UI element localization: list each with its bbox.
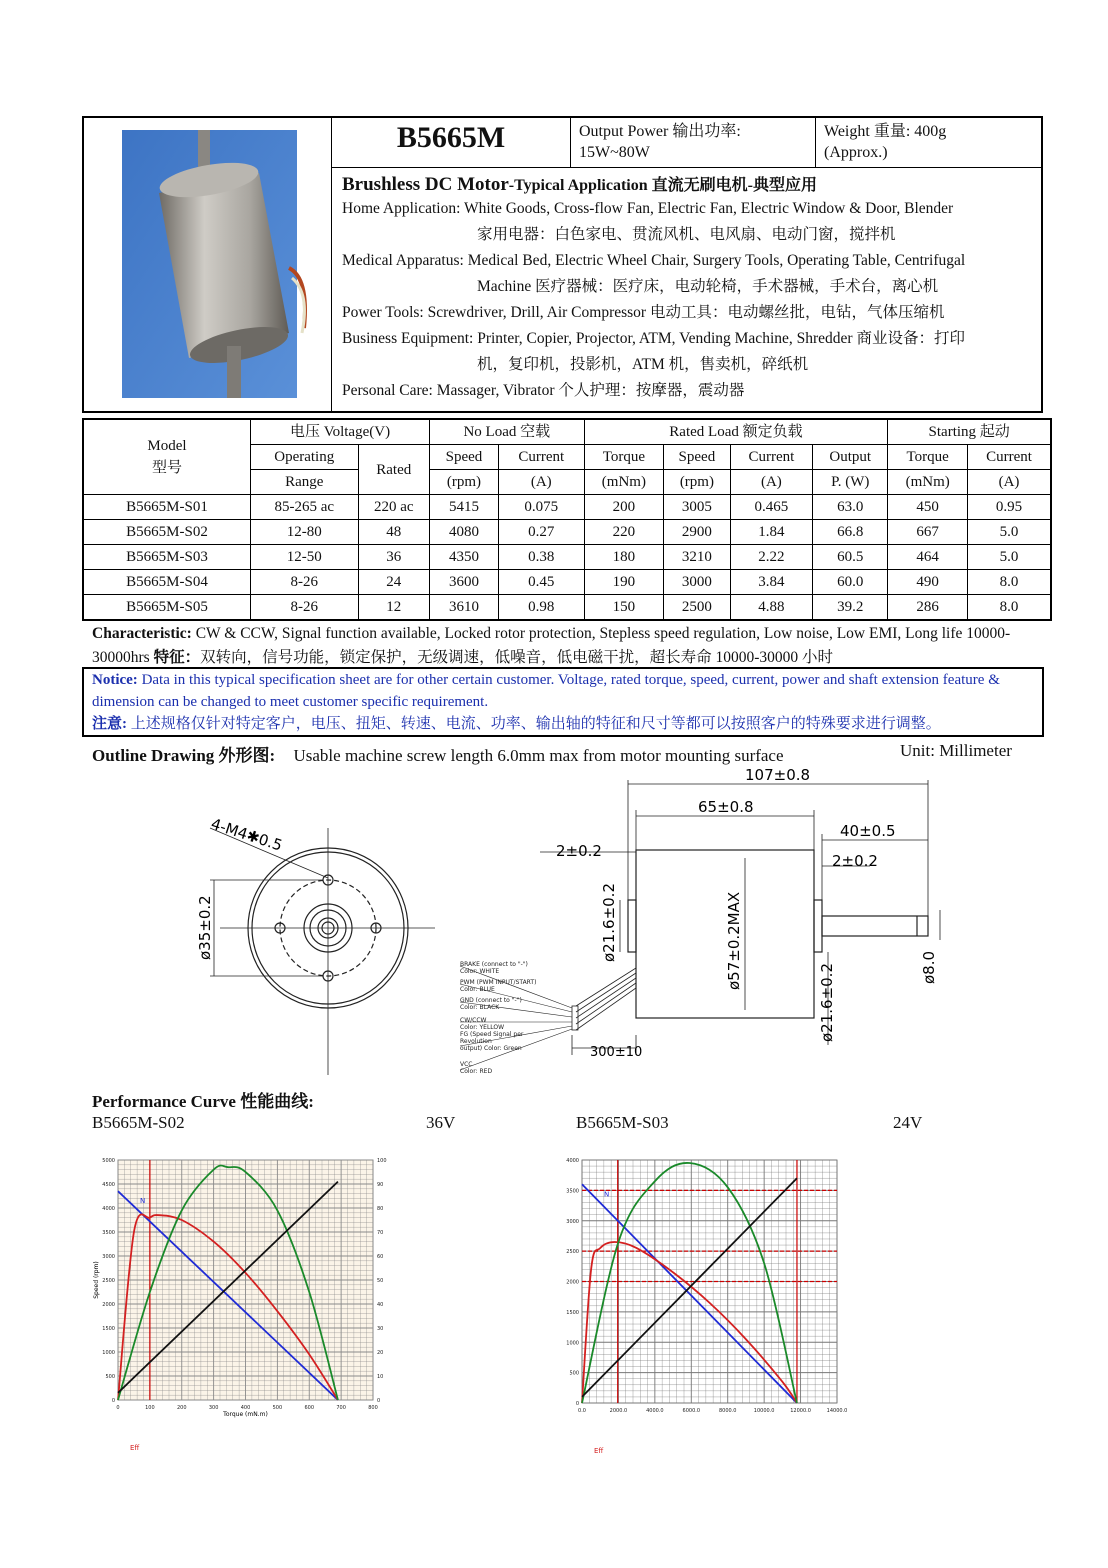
table-cell: 190 [584, 570, 664, 595]
dim-length-107: 107±0.8 [745, 766, 811, 784]
table-cell: 200 [584, 495, 664, 520]
dim-screw-holes: 4-M4✱0.5 [208, 814, 285, 855]
th-rated-voltage: Rated [358, 445, 430, 495]
spec-body [83, 495, 1051, 621]
dim-step-2a: 2±0.2 [556, 842, 602, 860]
personal-care: Personal Care: Massager, Vibrator 个人护理：按摩器，震动器 [342, 381, 745, 399]
table-cell: 450 [888, 495, 968, 520]
table-cell: 12-50 [251, 545, 359, 570]
output-power-cell [571, 117, 816, 167]
wire-label: FG (Speed Signal per [460, 1031, 524, 1038]
weight-label: Weight 重量: 400g [824, 123, 947, 140]
table-cell: 3210 [664, 545, 730, 570]
x-tick-label: 6000.0 [682, 1408, 701, 1414]
table-cell: 8.0 [967, 570, 1051, 595]
output-power-value: 15W~80W [579, 144, 650, 161]
dim-d8: ø8.0 [920, 950, 938, 984]
wire-label: Color: BLUE [460, 986, 495, 993]
x-tick-label: 600 [304, 1405, 315, 1411]
x-tick-label: 8000.0 [718, 1408, 737, 1414]
wire-label: Color: YELLOW [460, 1024, 505, 1031]
x-tick-label: 400 [240, 1405, 251, 1411]
y2-tick-label: 0 [377, 1398, 381, 1404]
wire-label: PWM (PWM INPUT/START) [460, 979, 537, 986]
x-tick-label: 14000.0 [826, 1408, 848, 1414]
chart1-voltage: 36V [426, 1113, 456, 1132]
x-tick-label: 800 [368, 1405, 378, 1411]
y-tick-label: 2500 [566, 1249, 579, 1256]
table-cell: 0.27 [498, 520, 584, 545]
th-sub-9-a: Current [967, 445, 1051, 470]
performance-chart-s02 [88, 1150, 458, 1452]
th-sub-5-b: (rpm) [664, 470, 730, 495]
table-cell: 490 [888, 570, 968, 595]
table-cell: 5415 [430, 495, 499, 520]
y2-tick-label: 90 [377, 1182, 384, 1188]
y-tick-label: 3500 [566, 1188, 579, 1195]
table-cell: 4350 [430, 545, 499, 570]
y2-tick-label: 50 [377, 1278, 384, 1284]
y2-tick-label: 100 [377, 1158, 387, 1164]
table-cell: 220 [584, 520, 664, 545]
y-tick-label: 3500 [102, 1230, 115, 1236]
table-row [83, 495, 1051, 520]
y2-tick-label: 70 [377, 1230, 384, 1236]
th-sub-4-a: Torque [584, 445, 664, 470]
table-cell: 0.98 [498, 595, 584, 621]
medical-apparatus-cn: Machine 医疗器械：医疗床，电动轮椅，手术器械，手术台，离心机 [477, 277, 939, 295]
th-sub-3-a: Current [498, 445, 584, 470]
y-tick-label: 1000 [566, 1340, 579, 1347]
applications-cell [332, 167, 1043, 412]
y-tick-label: 5000 [102, 1158, 115, 1164]
table-cell: 4080 [430, 520, 499, 545]
y-tick-label: 1500 [102, 1326, 115, 1332]
output-power-label: Output Power 输出功率: [579, 123, 741, 140]
th-sub-5-a: Speed [664, 445, 730, 470]
series-label: Eff [594, 1447, 604, 1455]
th-sub-8-a: Torque [888, 445, 968, 470]
x-tick-label: 4000.0 [646, 1408, 664, 1414]
wire-label: Color: RED [460, 1068, 493, 1075]
series-label: N [604, 1190, 610, 1199]
model-cell [332, 117, 571, 167]
table-cell: 0.45 [498, 570, 584, 595]
x-tick-label: 12000.0 [790, 1408, 811, 1414]
th-sub-9-b: (A) [967, 470, 1051, 495]
th-sub-2-a: Speed [430, 445, 499, 470]
table-cell: 12 [358, 595, 430, 621]
table-cell: 85-265 ac [251, 495, 359, 520]
table-cell: 8-26 [251, 595, 359, 621]
y2-tick-label: 30 [377, 1326, 384, 1332]
table-cell: 3.84 [730, 570, 813, 595]
motor-photo-cell [83, 117, 332, 412]
table-cell: 4.88 [730, 595, 813, 621]
front-view [210, 828, 435, 1075]
y-tick-label: 0 [111, 1398, 115, 1404]
table-cell: 66.8 [813, 520, 888, 545]
dim-d21-6b: ø21.6±0.2 [818, 963, 836, 1042]
dim-d57: ø57±0.2MAX [725, 891, 743, 990]
table-cell: 60.0 [813, 570, 888, 595]
notice-cn: 注意: 上述规格仅针对特定客户，电压、扭矩、转速、电流、功率、输出轴的特征和尺寸等都可以按照客户的特殊要求进行调整。 [92, 716, 941, 732]
weight-cell [816, 117, 1043, 167]
x-tick-label: 700 [336, 1405, 346, 1411]
table-cell: 60.5 [813, 545, 888, 570]
y-tick-label: 500 [105, 1374, 115, 1380]
y-tick-label: 3000 [566, 1218, 579, 1225]
dim-d21-6a: ø21.6±0.2 [600, 883, 618, 962]
y2-tick-label: 20 [377, 1350, 384, 1356]
th-starting: Starting 起动 [888, 419, 1051, 445]
y-tick-label: 3000 [102, 1254, 115, 1260]
table-row [83, 545, 1051, 570]
table-cell: 8.0 [967, 595, 1051, 621]
applications-body [332, 196, 1041, 404]
y-tick-label: 4500 [102, 1182, 115, 1188]
motor-photo [84, 118, 331, 406]
y-tick-label: 4000 [102, 1206, 115, 1212]
table-cell: 150 [584, 595, 664, 621]
y-tick-label: 500 [569, 1370, 579, 1377]
th-sub-6-b: (A) [730, 470, 813, 495]
home-application: Home Application: White Goods, Cross-flow Fan, Electric Fan, Electric Window & Door, Blender [342, 199, 954, 217]
y-tick-label: 1000 [102, 1350, 115, 1356]
wire-label: Revolution [460, 1038, 492, 1045]
table-cell: 220 ac [358, 495, 430, 520]
weight-note: (Approx.) [824, 144, 888, 161]
business-equipment: Business Equipment: Printer, Copier, Projector, ATM, Vending Machine, Shredder 商业设备：打印 [342, 329, 965, 347]
chart1-model: B5665M-S02 [92, 1113, 185, 1132]
table-cell: 36 [358, 545, 430, 570]
table-row [83, 595, 1051, 621]
table-cell: B5665M-S01 [83, 495, 251, 520]
table-cell: 48 [358, 520, 430, 545]
dim-step-2b: 2±0.2 [832, 852, 878, 870]
table-cell: 464 [888, 545, 968, 570]
y2-tick-label: 40 [377, 1302, 384, 1308]
x-tick-label: 2000.0 [609, 1408, 628, 1414]
th-sub-3-b: (A) [498, 470, 584, 495]
y-tick-label: 2000 [566, 1279, 579, 1286]
y-tick-label: 1500 [566, 1309, 579, 1316]
table-cell: 2900 [664, 520, 730, 545]
y-tick-label: 2500 [102, 1278, 115, 1284]
wire-label: GND (connect to "-") [460, 997, 522, 1004]
x-tick-label: 10000.0 [753, 1408, 775, 1414]
table-cell: 3005 [664, 495, 730, 520]
wire-label: Color: WHITE [460, 968, 500, 975]
outline-heading [92, 741, 1052, 766]
dim-length-65: 65±0.8 [698, 798, 754, 816]
outline-screw-note: Usable machine screw length 6.0mm max from motor mounting surface [293, 746, 784, 765]
wire-label: output) Color: Green [460, 1045, 522, 1052]
outline-title: Outline Drawing 外形图: [92, 746, 276, 765]
table-cell: 3000 [664, 570, 730, 595]
y2-tick-label: 10 [377, 1374, 384, 1380]
table-cell: 2500 [664, 595, 730, 621]
series-label: Eff [130, 1444, 140, 1452]
table-cell: 0.075 [498, 495, 584, 520]
th-rated-load: Rated Load 额定负载 [584, 419, 888, 445]
spec-table [82, 418, 1052, 621]
table-cell: 180 [584, 545, 664, 570]
applications-title: Brushless DC Motor-Typical Application 直流无刷电机-典型应用 [342, 173, 817, 195]
dim-length-40: 40±0.5 [840, 822, 896, 840]
table-cell: 286 [888, 595, 968, 621]
performance-title: Performance Curve 性能曲线: [92, 1092, 314, 1111]
dim-d35: ø35±0.2 [196, 895, 214, 960]
table-row [83, 520, 1051, 545]
x-tick-label: 200 [176, 1405, 187, 1411]
table-row [83, 570, 1051, 595]
th-sub-4-b: (mNm) [584, 470, 664, 495]
wire-label: VCC [460, 1061, 473, 1068]
outline-drawing [180, 766, 1060, 1090]
notice-box [82, 667, 1044, 737]
power-tools: Power Tools: Screwdriver, Drill, Air Compressor 电动工具：电动螺丝批，电钻，气体压缩机 [342, 303, 945, 321]
table-cell: B5665M-S02 [83, 520, 251, 545]
table-cell: B5665M-S05 [83, 595, 251, 621]
wire-label: BRAKE (connect to "-") [460, 961, 528, 968]
x-tick-label: 500 [272, 1405, 283, 1411]
x-tick-label: 0 [116, 1405, 120, 1411]
medical-apparatus: Medical Apparatus: Medical Bed, Electric Wheel Chair, Surgery Tools, Operating Table, Centrifugal [342, 251, 966, 269]
business-equipment-cn: 机，复印机，投影机，ATM 机，售卖机，碎纸机 [477, 355, 809, 373]
th-voltage: 电压 Voltage(V) [251, 419, 430, 445]
table-cell: 667 [888, 520, 968, 545]
table-cell: 8-26 [251, 570, 359, 595]
x-tick-label: 100 [145, 1405, 155, 1411]
table-cell: 3610 [430, 595, 499, 621]
table-cell: 39.2 [813, 595, 888, 621]
th-sub-7-a: Output [813, 445, 888, 470]
table-cell: B5665M-S03 [83, 545, 251, 570]
table-cell: 3600 [430, 570, 499, 595]
th-sub-7-b: P. (W) [813, 470, 888, 495]
table-cell: 5.0 [967, 545, 1051, 570]
model-name: B5665M [396, 121, 506, 154]
y-tick-label: 0 [575, 1401, 579, 1407]
th-sub-8-b: (mNm) [888, 470, 968, 495]
dim-cable-length: 300±10 [590, 1045, 643, 1060]
chart2-voltage: 24V [893, 1113, 923, 1132]
table-cell: 12-80 [251, 520, 359, 545]
chart2-model: B5665M-S03 [576, 1113, 669, 1132]
y-tick-label: 4000 [566, 1158, 579, 1164]
table-cell: 5.0 [967, 520, 1051, 545]
th-noload: No Load 空载 [430, 419, 585, 445]
header-table [82, 116, 1043, 413]
table-cell: 63.0 [813, 495, 888, 520]
x-axis-label: Torque (mN.m) [223, 1411, 268, 1418]
y-axis-label: Speed (rpm) [93, 1261, 100, 1299]
table-cell: B5665M-S04 [83, 570, 251, 595]
table-cell: 1.84 [730, 520, 813, 545]
th-sub-6-a: Current [730, 445, 813, 470]
table-cell: 0.95 [967, 495, 1051, 520]
x-tick-label: 300 [208, 1405, 219, 1411]
wire-label: CW/CCW [460, 1017, 487, 1024]
table-cell: 0.38 [498, 545, 584, 570]
wire-labels [460, 961, 536, 1075]
notice-en: Notice: Data in this typical specification sheet are for other certain customer. Voltage, rated torque, speed, current, power and shaft extension feature & dimension can be changed to meet customer specific requirement. [92, 672, 1000, 710]
th-sub-0-b: Range [251, 470, 359, 495]
characteristic: Characteristic: CW & CCW, Signal function available, Locked rotor protection, Stepless speed regulation, Low noise, Low EMI, Long life 10000-30000hrs 特征：双转向，信号功能，锁定保护，无级调速，低噪音，低电磁干扰，超长寿命 10000-30000 小时 [92, 625, 1011, 666]
home-application-cn: 家用电器：白色家电、贯流风机、电风扇、电动门窗，搅拌机 [477, 225, 896, 243]
wire-label: Color: BLACK [460, 1004, 500, 1011]
th-sub-2-b: (rpm) [430, 470, 499, 495]
y2-tick-label: 80 [377, 1206, 384, 1212]
th-model: Model 型号 [83, 419, 251, 495]
th-sub-0-a: Operating [251, 445, 359, 470]
performance-chart-s03 [560, 1150, 930, 1455]
table-cell: 24 [358, 570, 430, 595]
y-tick-label: 2000 [102, 1302, 115, 1308]
outline-unit: Unit: Millimeter [900, 741, 1012, 760]
y2-tick-label: 60 [377, 1254, 384, 1260]
series-label: N [140, 1197, 146, 1206]
table-cell: 2.22 [730, 545, 813, 570]
x-tick-label: 0.0 [578, 1408, 586, 1414]
table-cell: 0.465 [730, 495, 813, 520]
